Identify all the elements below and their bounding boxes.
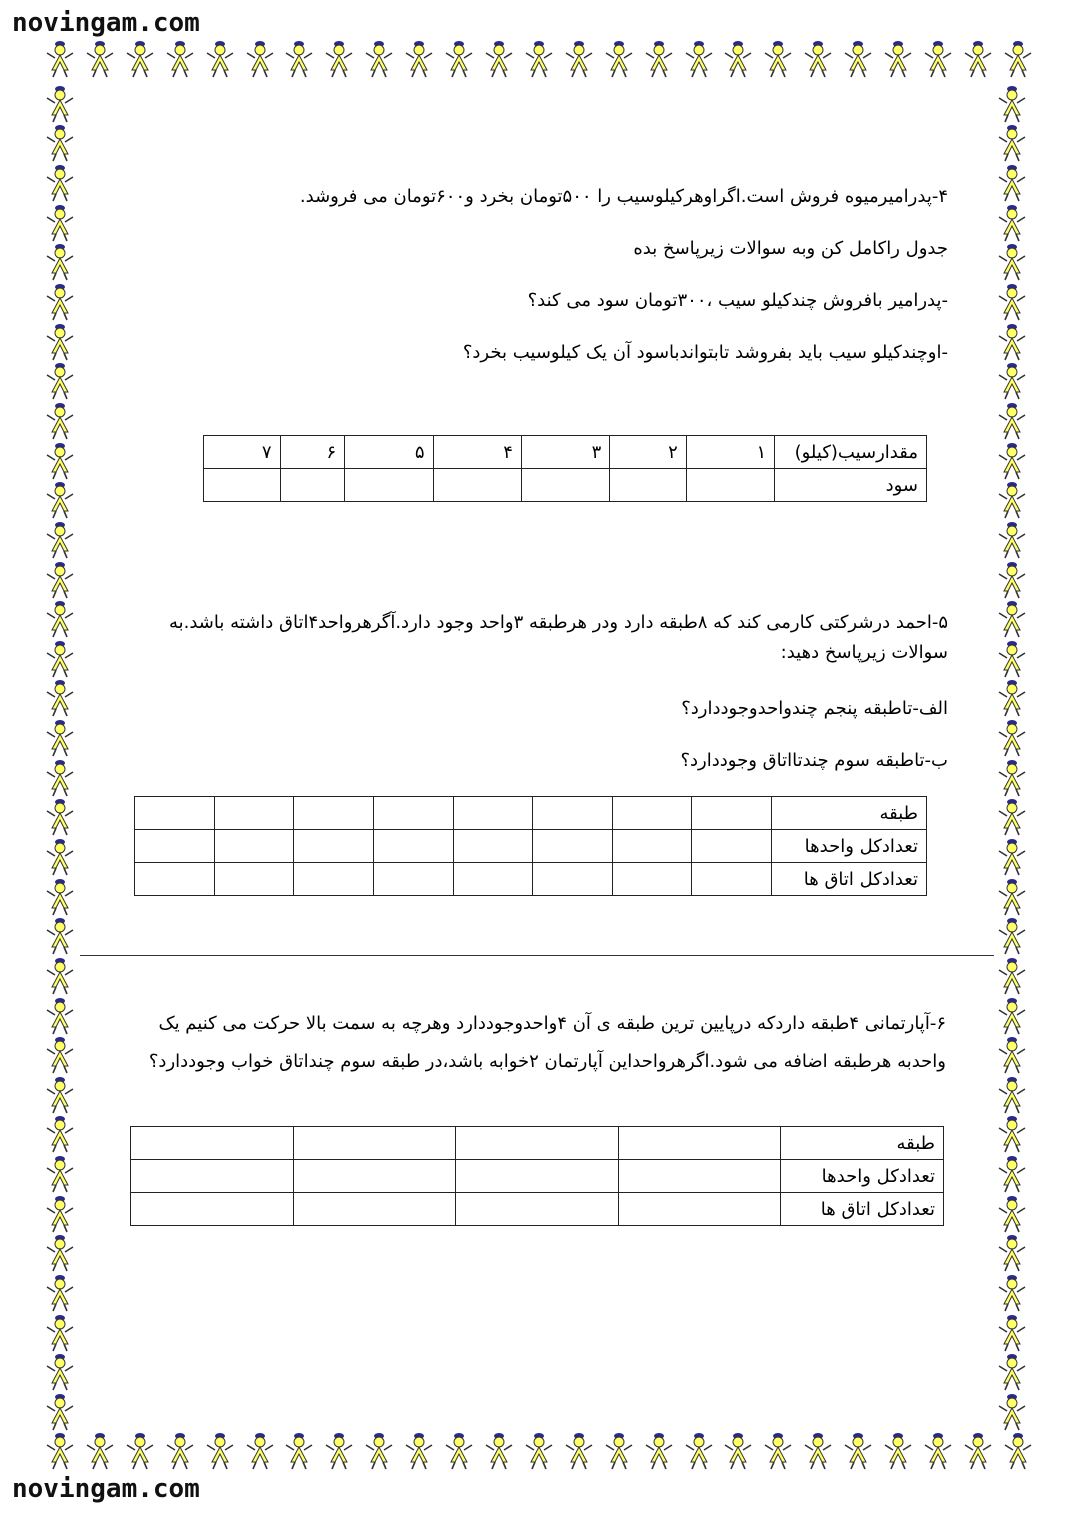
q4-line2: جدول راکامل کن وبه سوالات زیرپاسخ بده	[633, 238, 948, 259]
cartoon-figure-icon	[44, 957, 76, 995]
q6-row-header: تعدادکل واحدها	[781, 1160, 944, 1193]
cartoon-figure-icon	[44, 640, 76, 678]
q4-cell-value: ۱	[686, 436, 774, 469]
cartoon-figure-icon	[996, 1353, 1028, 1391]
cartoon-figure-icon	[996, 798, 1028, 836]
q4-blank-cell[interactable]	[280, 469, 345, 502]
cartoon-figure-icon	[44, 1195, 76, 1233]
table-row	[135, 830, 927, 863]
cartoon-figure-icon	[962, 40, 994, 78]
watermark-top: novingam.com	[12, 8, 200, 38]
cartoon-figure-icon	[124, 1432, 156, 1470]
cartoon-figure-icon	[996, 561, 1028, 599]
cartoon-figure-icon	[323, 1432, 355, 1470]
cartoon-figure-icon	[643, 40, 675, 78]
cartoon-figure-icon	[802, 40, 834, 78]
q5-blank-cell[interactable]	[453, 830, 533, 863]
cartoon-figure-icon	[996, 521, 1028, 559]
q5-row-header: تعدادکل اتاق ها	[772, 863, 927, 896]
cartoon-figure-icon	[996, 1195, 1028, 1233]
q5-blank-cell[interactable]	[692, 797, 772, 830]
q4-cell-value: ۵	[345, 436, 433, 469]
q4-blank-cell[interactable]	[521, 469, 609, 502]
cartoon-figure-icon	[643, 1432, 675, 1470]
q6-table	[130, 1126, 944, 1226]
q5-blank-cell[interactable]	[214, 830, 294, 863]
table-row	[204, 469, 927, 502]
cartoon-figure-icon	[996, 640, 1028, 678]
cartoon-figure-icon	[244, 1432, 276, 1470]
cartoon-figure-icon	[483, 1432, 515, 1470]
q5-blank-cell[interactable]	[214, 797, 294, 830]
cartoon-figure-icon	[44, 362, 76, 400]
q5-blank-cell[interactable]	[612, 863, 692, 896]
cartoon-figure-icon	[44, 204, 76, 242]
decorative-border-right	[996, 84, 1032, 1432]
cartoon-figure-icon	[996, 124, 1028, 162]
cartoon-figure-icon	[44, 838, 76, 876]
cartoon-figure-icon	[996, 283, 1028, 321]
cartoon-figure-icon	[762, 40, 794, 78]
q4-line3: -پدرامیر بافروش چندکیلو سیب ،۳۰۰تومان سود می کند؟	[527, 290, 948, 311]
cartoon-figure-icon	[44, 917, 76, 955]
cartoon-figure-icon	[996, 1393, 1028, 1431]
cartoon-figure-icon	[882, 40, 914, 78]
cartoon-figure-icon	[996, 204, 1028, 242]
cartoon-figure-icon	[842, 40, 874, 78]
cartoon-figure-icon	[44, 679, 76, 717]
table-row	[135, 863, 927, 896]
cartoon-figure-icon	[996, 1076, 1028, 1114]
cartoon-figure-icon	[164, 1432, 196, 1470]
cartoon-figure-icon	[722, 40, 754, 78]
q6-blank-cell[interactable]	[456, 1160, 619, 1193]
cartoon-figure-icon	[44, 481, 76, 519]
section-divider	[80, 955, 994, 956]
cartoon-figure-icon	[1002, 40, 1034, 78]
cartoon-figure-icon	[44, 600, 76, 638]
cartoon-figure-icon	[683, 1432, 715, 1470]
q5-blank-cell[interactable]	[135, 830, 215, 863]
q4-blank-cell[interactable]	[345, 469, 433, 502]
q5-blank-cell[interactable]	[373, 797, 453, 830]
q6-blank-cell[interactable]	[131, 1127, 294, 1160]
cartoon-figure-icon	[44, 85, 76, 123]
cartoon-figure-icon	[996, 1274, 1028, 1312]
q6-blank-cell[interactable]	[131, 1160, 294, 1193]
cartoon-figure-icon	[996, 323, 1028, 361]
q4-cell-value: ۲	[610, 436, 686, 469]
q5-line3: ب-تاطبقه سوم چندتااتاق وجوددارد؟	[680, 750, 948, 771]
cartoon-figure-icon	[996, 759, 1028, 797]
q5-row-header: طبقه	[772, 797, 927, 830]
q5-table	[134, 796, 927, 896]
cartoon-figure-icon	[403, 40, 435, 78]
q5-blank-cell[interactable]	[453, 797, 533, 830]
cartoon-figure-icon	[44, 1155, 76, 1193]
q5-line1: ۵-احمد درشرکتی کارمی کند که ۸طبقه دارد ودر هرطبقه ۳واحد وجود دارد.آگرهرواحد۴اتاق داشته باشد.به سوالات زیرپاسخ دهید:	[168, 612, 948, 663]
cartoon-figure-icon	[283, 40, 315, 78]
q5-line2: الف-تاطبقه پنجم چندواحدوجوددارد؟	[681, 698, 948, 719]
q5-blank-cell[interactable]	[612, 830, 692, 863]
cartoon-figure-icon	[323, 40, 355, 78]
cartoon-figure-icon	[44, 40, 76, 78]
q5-blank-cell[interactable]	[692, 863, 772, 896]
cartoon-figure-icon	[403, 1432, 435, 1470]
cartoon-figure-icon	[922, 40, 954, 78]
q6-text: ۶-آپارتمانی ۴طبقه داردکه درپایین ترین طبقه ی آن ۴واحدوجوددارد وهرچه به سمت بالا حرکت می کنیم یک واحدبه هرطبقه اضافه می شود.اگرهرواحداین آپارتمان ۲خوابه باشد،در طبقه سوم چنداتاق خواب وجوددارد؟	[148, 1013, 946, 1072]
cartoon-figure-icon	[922, 1432, 954, 1470]
cartoon-figure-icon	[44, 243, 76, 281]
cartoon-figure-icon	[44, 1274, 76, 1312]
table-row	[131, 1127, 944, 1160]
cartoon-figure-icon	[204, 40, 236, 78]
cartoon-figure-icon	[996, 1314, 1028, 1352]
cartoon-figure-icon	[1002, 1432, 1034, 1470]
cartoon-figure-icon	[563, 40, 595, 78]
cartoon-figure-icon	[483, 40, 515, 78]
cartoon-figure-icon	[44, 561, 76, 599]
cartoon-figure-icon	[44, 1432, 76, 1470]
cartoon-figure-icon	[996, 1036, 1028, 1074]
cartoon-figure-icon	[996, 442, 1028, 480]
cartoon-figure-icon	[84, 40, 116, 78]
cartoon-figure-icon	[44, 442, 76, 480]
cartoon-figure-icon	[44, 1036, 76, 1074]
q6-blank-cell[interactable]	[456, 1127, 619, 1160]
table-row	[131, 1193, 944, 1226]
cartoon-figure-icon	[363, 1432, 395, 1470]
q5-blank-cell[interactable]	[612, 797, 692, 830]
cartoon-figure-icon	[84, 1432, 116, 1470]
cartoon-figure-icon	[996, 402, 1028, 440]
cartoon-figure-icon	[996, 1234, 1028, 1272]
q4-line1: ۴-پدرامیرمیوه فروش است.اگراوهرکیلوسیب را ۵۰۰تومان بخرد و۶۰۰تومان می فروشد.	[299, 186, 948, 207]
cartoon-figure-icon	[283, 1432, 315, 1470]
cartoon-figure-icon	[842, 1432, 874, 1470]
q4-blank-cell[interactable]	[686, 469, 774, 502]
q5-blank-cell[interactable]	[214, 863, 294, 896]
q5-blank-cell[interactable]	[294, 863, 374, 896]
cartoon-figure-icon	[683, 40, 715, 78]
q5-blank-cell[interactable]	[533, 863, 613, 896]
cartoon-figure-icon	[44, 124, 76, 162]
q4-row2-header: سود	[775, 469, 927, 502]
q6-blank-cell[interactable]	[618, 1160, 781, 1193]
cartoon-figure-icon	[996, 164, 1028, 202]
cartoon-figure-icon	[44, 1076, 76, 1114]
cartoon-figure-icon	[523, 1432, 555, 1470]
cartoon-figure-icon	[563, 1432, 595, 1470]
q4-cell-value: ۶	[280, 436, 345, 469]
q5-row-header: تعدادکل واحدها	[772, 830, 927, 863]
q4-blank-cell[interactable]	[610, 469, 686, 502]
cartoon-figure-icon	[44, 759, 76, 797]
q5-blank-cell[interactable]	[533, 830, 613, 863]
q6-blank-cell[interactable]	[293, 1160, 456, 1193]
q6-row-header: تعدادکل اتاق ها	[781, 1193, 944, 1226]
cartoon-figure-icon	[523, 40, 555, 78]
cartoon-figure-icon	[44, 1353, 76, 1391]
q6-blank-cell[interactable]	[618, 1127, 781, 1160]
decorative-border-top	[44, 40, 1034, 84]
watermark-bottom: novingam.com	[12, 1474, 200, 1504]
q4-cell-value: ۷	[204, 436, 281, 469]
cartoon-figure-icon	[44, 402, 76, 440]
q6-blank-cell[interactable]	[293, 1127, 456, 1160]
cartoon-figure-icon	[44, 719, 76, 757]
cartoon-figure-icon	[244, 40, 276, 78]
cartoon-figure-icon	[882, 1432, 914, 1470]
cartoon-figure-icon	[996, 679, 1028, 717]
cartoon-figure-icon	[44, 1234, 76, 1272]
cartoon-figure-icon	[802, 1432, 834, 1470]
q4-row1-header: مقدارسیب(کیلو)	[775, 436, 927, 469]
cartoon-figure-icon	[996, 997, 1028, 1035]
q6-row-header: طبقه	[781, 1127, 944, 1160]
q6-blank-cell[interactable]	[456, 1193, 619, 1226]
cartoon-figure-icon	[996, 838, 1028, 876]
cartoon-figure-icon	[996, 1155, 1028, 1193]
cartoon-figure-icon	[996, 85, 1028, 123]
q5-blank-cell[interactable]	[135, 797, 215, 830]
cartoon-figure-icon	[962, 1432, 994, 1470]
q4-cell-value: ۴	[433, 436, 521, 469]
q5-blank-cell[interactable]	[533, 797, 613, 830]
cartoon-figure-icon	[603, 1432, 635, 1470]
cartoon-figure-icon	[44, 1393, 76, 1431]
q5-blank-cell[interactable]	[373, 863, 453, 896]
q5-blank-cell[interactable]	[373, 830, 453, 863]
cartoon-figure-icon	[996, 362, 1028, 400]
cartoon-figure-icon	[204, 1432, 236, 1470]
q4-blank-cell[interactable]	[433, 469, 521, 502]
cartoon-figure-icon	[164, 40, 196, 78]
cartoon-figure-icon	[44, 1115, 76, 1153]
decorative-border-left	[44, 84, 80, 1432]
cartoon-figure-icon	[722, 1432, 754, 1470]
cartoon-figure-icon	[996, 957, 1028, 995]
cartoon-figure-icon	[443, 1432, 475, 1470]
cartoon-figure-icon	[44, 1314, 76, 1352]
cartoon-figure-icon	[996, 878, 1028, 916]
cartoon-figure-icon	[996, 1115, 1028, 1153]
cartoon-figure-icon	[124, 40, 156, 78]
cartoon-figure-icon	[44, 323, 76, 361]
cartoon-figure-icon	[996, 719, 1028, 757]
q6-blank-cell[interactable]	[131, 1193, 294, 1226]
cartoon-figure-icon	[762, 1432, 794, 1470]
cartoon-figure-icon	[44, 798, 76, 836]
q4-table	[203, 435, 927, 502]
cartoon-figure-icon	[44, 283, 76, 321]
q4-blank-cell[interactable]	[204, 469, 281, 502]
cartoon-figure-icon	[44, 997, 76, 1035]
cartoon-figure-icon	[363, 40, 395, 78]
cartoon-figure-icon	[44, 521, 76, 559]
table-row	[204, 436, 927, 469]
q5-blank-cell[interactable]	[453, 863, 533, 896]
q5-blank-cell[interactable]	[692, 830, 772, 863]
cartoon-figure-icon	[996, 243, 1028, 281]
cartoon-figure-icon	[996, 600, 1028, 638]
q5-blank-cell[interactable]	[135, 863, 215, 896]
q4-line4: -اوچندکیلو سیب باید بفروشد تابتواندباسود آن یک کیلوسیب بخرد؟	[462, 342, 948, 363]
decorative-border-bottom	[44, 1432, 1034, 1476]
q4-cell-value: ۳	[521, 436, 609, 469]
cartoon-figure-icon	[996, 917, 1028, 955]
cartoon-figure-icon	[443, 40, 475, 78]
cartoon-figure-icon	[603, 40, 635, 78]
cartoon-figure-icon	[44, 164, 76, 202]
q5-blank-cell[interactable]	[294, 797, 374, 830]
cartoon-figure-icon	[44, 878, 76, 916]
table-row	[131, 1160, 944, 1193]
q6-blank-cell[interactable]	[293, 1193, 456, 1226]
q5-blank-cell[interactable]	[294, 830, 374, 863]
cartoon-figure-icon	[996, 481, 1028, 519]
table-row	[135, 797, 927, 830]
q6-blank-cell[interactable]	[618, 1193, 781, 1226]
